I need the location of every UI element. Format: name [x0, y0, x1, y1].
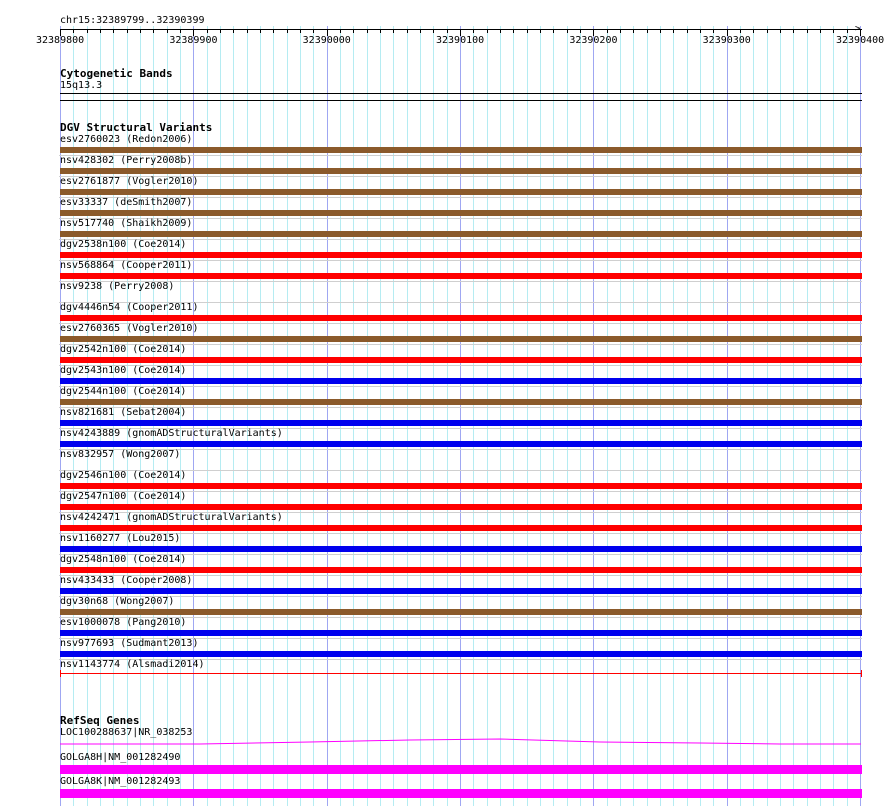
- ruler-minor-tick: [513, 29, 514, 33]
- ruler-minor-tick: [393, 29, 394, 33]
- refseq-gene-label[interactable]: LOC100288637|NR_038253: [60, 727, 193, 738]
- track-divider: [60, 100, 862, 101]
- ruler-minor-tick: [580, 29, 581, 33]
- dgv-feature-label[interactable]: esv1000078 (Pang2010): [60, 617, 187, 628]
- ruler-minor-tick: [687, 29, 688, 33]
- dgv-feature-bar[interactable]: [60, 399, 862, 405]
- ruler-minor-tick: [700, 29, 701, 33]
- dgv-feature-label[interactable]: nsv1143774 (Alsmadi2014): [60, 659, 205, 670]
- ruler-minor-tick: [553, 29, 554, 33]
- ruler-tick-label: 32389900: [169, 35, 218, 46]
- ruler-minor-tick: [380, 29, 381, 33]
- ruler-minor-tick: [260, 29, 261, 33]
- dgv-feature-endcap: [60, 670, 61, 677]
- ruler-minor-tick: [847, 29, 848, 33]
- dgv-feature-label[interactable]: nsv4242471 (gnomADStructuralVariants): [60, 512, 283, 523]
- dgv-feature-label[interactable]: dgv30n68 (Wong2007): [60, 596, 175, 607]
- dgv-feature-bar[interactable]: [60, 420, 862, 426]
- dgv-feature-label[interactable]: esv2760023 (Redon2006): [60, 134, 193, 145]
- ruler-minor-tick: [500, 29, 501, 33]
- ruler-minor-tick: [633, 29, 634, 33]
- dgv-feature-label[interactable]: dgv2544n100 (Coe2014): [60, 386, 187, 397]
- ruler-minor-tick: [820, 29, 821, 33]
- ruler-minor-tick: [100, 29, 101, 33]
- ruler-minor-tick: [713, 29, 714, 33]
- dgv-track-title[interactable]: DGV Structural Variants: [60, 121, 213, 134]
- ruler-minor-tick: [487, 29, 488, 33]
- ruler-minor-tick: [420, 29, 421, 33]
- dgv-feature-label[interactable]: dgv2543n100 (Coe2014): [60, 365, 187, 376]
- ruler-minor-tick: [153, 29, 154, 33]
- refseq-gene-feature[interactable]: [60, 789, 862, 798]
- dgv-feature-label[interactable]: esv33337 (deSmith2007): [60, 197, 193, 208]
- dgv-feature-bar[interactable]: [60, 315, 862, 321]
- dgv-feature-bar[interactable]: [60, 252, 862, 258]
- dgv-feature-bar[interactable]: [60, 357, 862, 363]
- ruler-minor-tick: [780, 29, 781, 33]
- ruler-minor-tick: [287, 29, 288, 33]
- region-coordinates: chr15:32389799..32390399: [60, 15, 205, 26]
- dgv-feature-bar[interactable]: [60, 210, 862, 216]
- dgv-feature-bar[interactable]: [60, 609, 862, 615]
- ruler-minor-tick: [180, 29, 181, 33]
- ruler-minor-tick: [673, 29, 674, 33]
- cytoband-label: 15q13.3: [60, 80, 103, 91]
- ruler-tick-label: 32390000: [302, 35, 351, 46]
- dgv-feature-bar[interactable]: [60, 336, 862, 342]
- ruler-minor-tick: [527, 29, 528, 33]
- ruler-minor-tick: [620, 29, 621, 33]
- ruler-minor-tick: [473, 29, 474, 33]
- dgv-feature-label[interactable]: esv2760365 (Vogler2010): [60, 323, 199, 334]
- ruler-minor-tick: [407, 29, 408, 33]
- ruler-minor-tick: [167, 29, 168, 33]
- ruler-minor-tick: [113, 29, 114, 33]
- ruler-minor-tick: [340, 29, 341, 33]
- dgv-feature-bar[interactable]: [60, 483, 862, 489]
- ruler-minor-tick: [647, 29, 648, 33]
- ruler-minor-tick: [233, 29, 234, 33]
- refseq-track-title[interactable]: RefSeq Genes: [60, 714, 140, 727]
- dgv-feature-bar[interactable]: [60, 189, 862, 195]
- dgv-feature-label[interactable]: nsv832957 (Wong2007): [60, 449, 181, 460]
- dgv-feature-bar[interactable]: [60, 588, 862, 594]
- ruler-minor-tick: [140, 29, 141, 33]
- ruler-minor-tick: [207, 29, 208, 33]
- ruler-tick-label: 32390200: [569, 35, 618, 46]
- ruler-minor-tick: [247, 29, 248, 33]
- ruler-minor-tick: [367, 29, 368, 33]
- dgv-feature-label[interactable]: dgv2538n100 (Coe2014): [60, 239, 187, 250]
- cytoband-track-title[interactable]: Cytogenetic Bands: [60, 67, 173, 80]
- cytoband-band[interactable]: [60, 93, 862, 94]
- ruler-tick-label: 32390100: [436, 35, 485, 46]
- ruler-minor-tick: [753, 29, 754, 33]
- dgv-feature-label[interactable]: dgv4446n54 (Cooper2011): [60, 302, 199, 313]
- dgv-feature-label[interactable]: dgv2542n100 (Coe2014): [60, 344, 187, 355]
- ruler-minor-tick: [433, 29, 434, 33]
- dgv-feature-bar[interactable]: [60, 231, 862, 237]
- dgv-feature-bar[interactable]: [60, 378, 862, 384]
- dgv-feature-bar[interactable]: [60, 673, 862, 674]
- refseq-gene-feature[interactable]: [60, 765, 862, 774]
- coordinate-ruler[interactable]: [0, 26, 890, 48]
- ruler-minor-tick: [73, 29, 74, 33]
- ruler-tick-label: 32389800: [36, 35, 85, 46]
- ruler-minor-tick: [807, 29, 808, 33]
- refseq-gene-feature[interactable]: [0, 737, 890, 749]
- dgv-feature-bar[interactable]: [60, 630, 862, 636]
- dgv-feature-label[interactable]: dgv2548n100 (Coe2014): [60, 554, 187, 565]
- dgv-feature-endcap: [861, 670, 862, 677]
- refseq-gene-label[interactable]: GOLGA8H|NM_001282490: [60, 752, 181, 763]
- dgv-feature-label[interactable]: dgv2547n100 (Coe2014): [60, 491, 187, 502]
- dgv-feature-label[interactable]: nsv4243889 (gnomADStructuralVariants): [60, 428, 283, 439]
- ruler-minor-tick: [740, 29, 741, 33]
- dgv-feature-label[interactable]: dgv2546n100 (Coe2014): [60, 470, 187, 481]
- dgv-feature-label[interactable]: nsv517740 (Shaikh2009): [60, 218, 193, 229]
- dgv-feature-bar[interactable]: [60, 504, 862, 510]
- ruler-arrow-icon: >: [855, 24, 861, 34]
- ruler-tick-label: 32390300: [702, 35, 751, 46]
- dgv-row-separator: [59, 281, 862, 282]
- ruler-minor-tick: [353, 29, 354, 33]
- dgv-feature-bar[interactable]: [60, 273, 862, 279]
- ruler-minor-tick: [300, 29, 301, 33]
- ruler-tick-label: 32390400: [836, 35, 885, 46]
- ruler-minor-tick: [793, 29, 794, 33]
- dgv-feature-label[interactable]: nsv428302 (Perry2008b): [60, 155, 193, 166]
- dgv-row-separator: [59, 596, 862, 597]
- ruler-minor-tick: [273, 29, 274, 33]
- dgv-feature-bar[interactable]: [60, 546, 862, 552]
- ruler-minor-tick: [87, 29, 88, 33]
- ruler-minor-tick: [313, 29, 314, 33]
- ruler-minor-tick: [607, 29, 608, 33]
- dgv-feature-label[interactable]: nsv1160277 (Lou2015): [60, 533, 181, 544]
- dgv-feature-label[interactable]: nsv977693 (Sudmant2013): [60, 638, 199, 649]
- ruler-minor-tick: [127, 29, 128, 33]
- ruler-minor-tick: [833, 29, 834, 33]
- dgv-feature-bar[interactable]: [60, 567, 862, 573]
- ruler-minor-tick: [447, 29, 448, 33]
- ruler-minor-tick: [567, 29, 568, 33]
- ruler-minor-tick: [540, 29, 541, 33]
- dgv-feature-bar[interactable]: [60, 441, 862, 447]
- dgv-feature-label[interactable]: nsv568864 (Cooper2011): [60, 260, 193, 271]
- dgv-feature-bar[interactable]: [60, 147, 862, 153]
- dgv-feature-label[interactable]: nsv821681 (Sebat2004): [60, 407, 187, 418]
- refseq-gene-label[interactable]: GOLGA8K|NM_001282493: [60, 776, 181, 787]
- ruler-minor-tick: [660, 29, 661, 33]
- dgv-feature-label[interactable]: esv2761877 (Vogler2010): [60, 176, 199, 187]
- ruler-minor-tick: [220, 29, 221, 33]
- dgv-feature-bar[interactable]: [60, 525, 862, 531]
- ruler-minor-tick: [767, 29, 768, 33]
- dgv-feature-bar[interactable]: [60, 651, 862, 657]
- dgv-feature-label[interactable]: nsv433433 (Cooper2008): [60, 575, 193, 586]
- dgv-feature-label[interactable]: nsv9238 (Perry2008): [60, 281, 175, 292]
- dgv-feature-bar[interactable]: [60, 168, 862, 174]
